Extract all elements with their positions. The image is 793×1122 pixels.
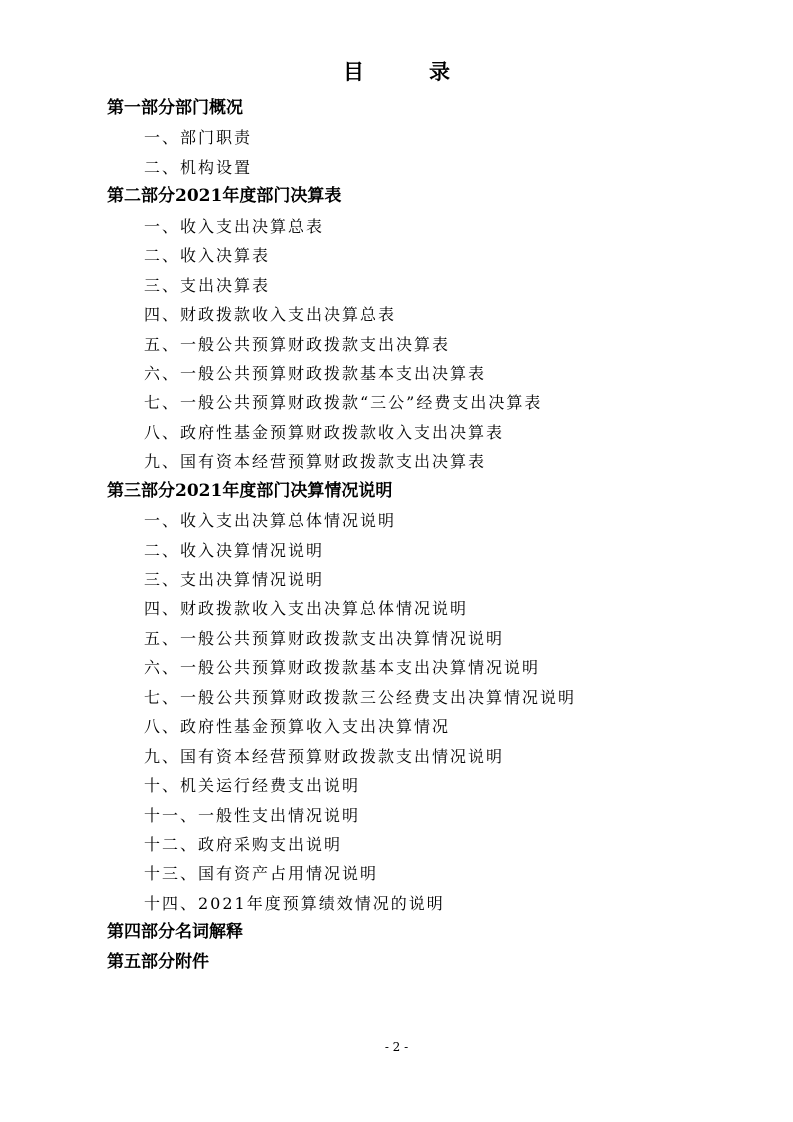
toc-item[interactable]: 七、一般公共预算财政拨款三公经费支出决算情况说明 bbox=[144, 687, 577, 707]
toc-item[interactable]: 四、财政拨款收入支出决算总表 bbox=[144, 305, 397, 325]
toc-part-2[interactable]: 第二部分2021年度部门决算表 bbox=[107, 186, 342, 207]
toc-item[interactable]: 二、收入决算情况说明 bbox=[144, 540, 325, 560]
toc-part-1[interactable]: 第一部分部门概况 bbox=[107, 98, 243, 118]
toc-part-3[interactable]: 第三部分2021年度部门决算情况说明 bbox=[107, 480, 393, 501]
toc-item[interactable]: 三、支出决算情况说明 bbox=[144, 570, 325, 589]
toc-item[interactable]: 五、一般公共预算财政拨款支出决算情况说明 bbox=[144, 628, 505, 648]
toc-item[interactable]: 一、收入支出决算总表 bbox=[144, 216, 325, 236]
toc-item[interactable]: 八、政府性基金预算收入支出决算情况 bbox=[144, 717, 451, 737]
toc-item[interactable]: 四、财政拨款收入支出决算总体情况说明 bbox=[144, 599, 469, 619]
page-number: - 2 - bbox=[384, 1040, 409, 1054]
toc-item[interactable]: 八、政府性基金预算财政拨款收入支出决算表 bbox=[144, 422, 505, 442]
toc-part-5[interactable]: 第五部分附件 bbox=[107, 951, 209, 972]
toc-part-4[interactable]: 第四部分名词解释 bbox=[107, 922, 243, 943]
toc-item[interactable]: 一、部门职责 bbox=[144, 128, 253, 148]
toc-item[interactable]: 二、收入决算表 bbox=[144, 246, 271, 266]
toc-item[interactable]: 十一、一般性支出情况说明 bbox=[144, 805, 361, 825]
toc-item[interactable]: 十四、2021年度预算绩效情况的说明 bbox=[144, 893, 445, 913]
toc-item[interactable]: 三、支出决算表 bbox=[144, 275, 271, 295]
toc-item[interactable]: 七、一般公共预算财政拨款“三公”经费支出决算表 bbox=[144, 393, 543, 413]
toc-item[interactable]: 九、国有资本经营预算财政拨款支出决算表 bbox=[144, 452, 487, 472]
toc-item[interactable]: 十、机关运行经费支出说明 bbox=[144, 776, 361, 796]
toc-item[interactable]: 十三、国有资产占用情况说明 bbox=[144, 864, 379, 884]
page-title: 目 录 bbox=[343, 59, 472, 84]
table-of-contents bbox=[107, 94, 707, 977]
toc-item[interactable]: 五、一般公共预算财政拨款支出决算表 bbox=[144, 334, 451, 354]
toc-item[interactable]: 二、机构设置 bbox=[144, 157, 253, 177]
toc-item[interactable]: 六、一般公共预算财政拨款基本支出决算情况说明 bbox=[144, 658, 541, 678]
toc-item[interactable]: 六、一般公共预算财政拨款基本支出决算表 bbox=[144, 363, 487, 383]
toc-item[interactable]: 十二、政府采购支出说明 bbox=[144, 834, 343, 854]
toc-item[interactable]: 一、收入支出决算总体情况说明 bbox=[144, 511, 397, 531]
toc-item[interactable]: 九、国有资本经营预算财政拨款支出情况说明 bbox=[144, 746, 505, 766]
